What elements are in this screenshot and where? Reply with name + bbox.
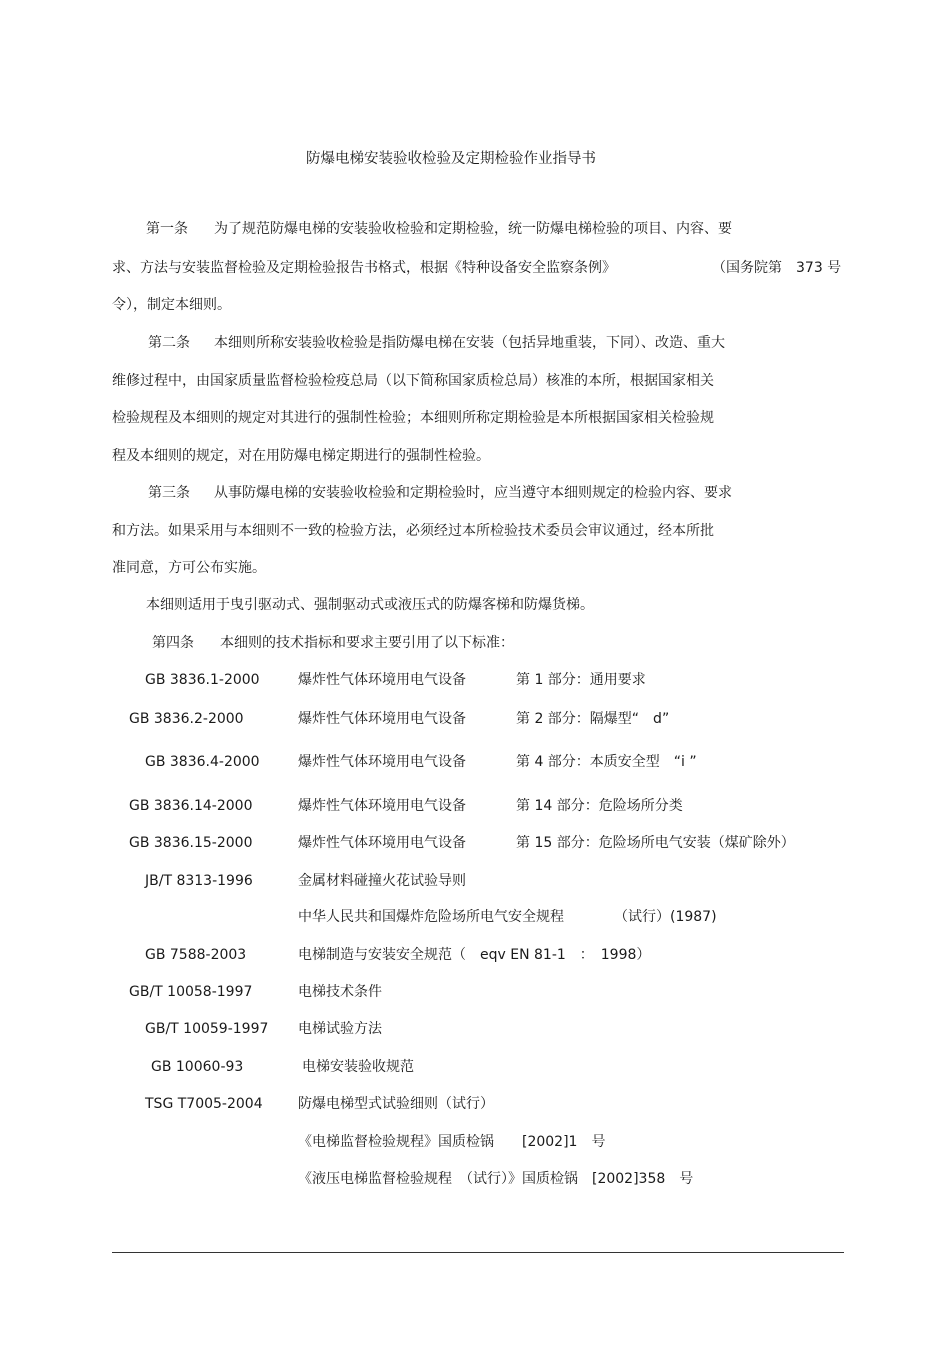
footer-rule xyxy=(112,1252,844,1253)
standard-code: GB 10060-93 xyxy=(151,1059,244,1075)
standard-code: JB/T 8313-1996 xyxy=(145,873,253,889)
standard-part: （试行）(1987) xyxy=(614,909,717,925)
standard-name: 电梯制造与安装安全规范（ eqv EN 81-1 ： 1998） xyxy=(298,947,651,963)
standard-name: 爆炸性气体环境用电气设备 xyxy=(298,798,466,814)
article-3-line-2: 和方法。如果采用与本细则不一致的检验方法，必须经过本所检验技术委员会审议通过，经本所批 xyxy=(112,523,714,539)
standard-code: GB 3836.2-2000 xyxy=(129,711,244,727)
standard-part: 第 4 部分：本质安全型 “i ” xyxy=(516,754,697,770)
article-2-line-1: 本细则所称安装验收检验是指防爆电梯在安装（包括异地重装，下同）、改造、重大 xyxy=(214,335,725,351)
standard-part: 第 15 部分：危险场所电气安装（煤矿除外） xyxy=(516,835,795,851)
standard-part: 第 14 部分：危险场所分类 xyxy=(516,798,683,814)
standard-name: 《液压电梯监督检验规程 （试行）》国质检锅 [2002]358 号 xyxy=(298,1171,694,1187)
article-1-label: 第一条 xyxy=(146,221,188,237)
standard-name: 爆炸性气体环境用电气设备 xyxy=(298,672,466,688)
standard-code: GB 3836.4-2000 xyxy=(145,754,260,770)
page-title: 防爆电梯安装验收检验及定期检验作业指导书 xyxy=(306,151,596,167)
scope-paragraph: 本细则适用于曳引驱动式、强制驱动式或液压式的防爆客梯和防爆货梯。 xyxy=(146,597,594,613)
article-4-label: 第四条 xyxy=(152,635,194,651)
article-1-line-2: 求、方法与安装监督检验及定期检验报告书格式，根据《特种设备安全监察条例》 xyxy=(112,260,616,276)
standard-code: GB 3836.14-2000 xyxy=(129,798,253,814)
standard-code: GB/T 10059-1997 xyxy=(145,1021,269,1037)
article-2-line-2: 维修过程中，由国家质量监督检验检疫总局（以下简称国家质检总局）核准的本所，根据国家相关 xyxy=(112,373,714,389)
standard-name: 《电梯监督检验规程》国质检锅 [2002]1 号 xyxy=(298,1134,606,1150)
standard-name: 电梯安装验收规范 xyxy=(302,1059,414,1075)
standard-code: GB/T 10058-1997 xyxy=(129,984,253,1000)
standard-code: TSG T7005-2004 xyxy=(145,1096,263,1112)
standard-name: 金属材料碰撞火花试验导则 xyxy=(298,873,466,889)
standard-name: 中华人民共和国爆炸危险场所电气安全规程 xyxy=(298,909,564,925)
standard-part: 第 1 部分：通用要求 xyxy=(516,672,646,688)
article-2-label: 第二条 xyxy=(148,335,190,351)
standard-code: GB 7588-2003 xyxy=(145,947,247,963)
article-4-line-1: 本细则的技术指标和要求主要引用了以下标准： xyxy=(220,635,514,651)
article-3-label: 第三条 xyxy=(148,485,190,501)
standard-name: 爆炸性气体环境用电气设备 xyxy=(298,711,466,727)
article-1-line-3: 令），制定本细则。 xyxy=(112,297,231,313)
standard-name: 电梯试验方法 xyxy=(298,1021,382,1037)
standard-name: 防爆电梯型式试验细则（试行） xyxy=(298,1096,494,1112)
standard-part: 第 2 部分：隔爆型“ d” xyxy=(516,711,670,727)
article-3-line-1: 从事防爆电梯的安装验收检验和定期检验时，应当遵守本细则规定的检验内容、要求 xyxy=(214,485,732,501)
article-1-line-2-ref: （国务院第 373 号 xyxy=(712,260,842,276)
standard-code: GB 3836.15-2000 xyxy=(129,835,253,851)
article-2-line-4: 程及本细则的规定，对在用防爆电梯定期进行的强制性检验。 xyxy=(112,448,490,464)
article-3-line-3: 准同意，方可公布实施。 xyxy=(112,560,266,576)
article-2-line-3: 检验规程及本细则的规定对其进行的强制性检验；本细则所称定期检验是本所根据国家相关检验规 xyxy=(112,410,714,426)
standard-name: 爆炸性气体环境用电气设备 xyxy=(298,754,466,770)
article-1-line-1: 为了规范防爆电梯的安装验收检验和定期检验，统一防爆电梯检验的项目、内容、要 xyxy=(214,221,732,237)
standard-name: 爆炸性气体环境用电气设备 xyxy=(298,835,466,851)
standard-code: GB 3836.1-2000 xyxy=(145,672,260,688)
standard-name: 电梯技术条件 xyxy=(298,984,382,1000)
